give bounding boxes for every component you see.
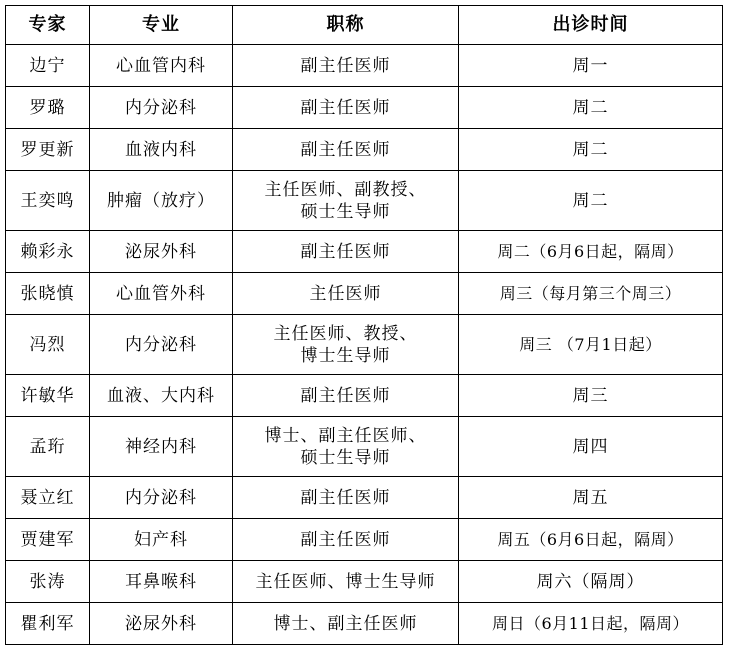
table-row (6, 519, 723, 561)
table-row (6, 231, 723, 273)
header-row (6, 6, 723, 45)
title-line: 副主任医师 (300, 139, 391, 160)
table-row (6, 417, 723, 477)
title-line: 副主任医师 (300, 241, 391, 262)
title-line: 硕士生导师 (300, 201, 391, 222)
schedule-table (5, 5, 723, 645)
table-row (6, 273, 723, 315)
title-line: 副主任医师 (300, 55, 391, 76)
title-cell (233, 87, 459, 129)
title-cell (233, 273, 459, 315)
title-cell (233, 315, 459, 375)
header-specialty: 专业 (90, 6, 233, 45)
title-cell (233, 561, 459, 603)
title-cell (233, 375, 459, 417)
expert-name-cell: 许敏华 (6, 375, 90, 417)
expert-name-cell: 王奕鸣 (6, 171, 90, 231)
schedule-cell: 周三 （7月1日起） (459, 315, 723, 375)
schedule-cell: 周日（6月11日起，隔周） (459, 603, 723, 645)
title-line: 主任医师、博士生导师 (255, 571, 436, 592)
table-row (6, 477, 723, 519)
title-line: 主任医师、教授、 (273, 323, 418, 344)
expert-name-cell: 张涛 (6, 561, 90, 603)
table-row (6, 87, 723, 129)
table-row (6, 375, 723, 417)
schedule-cell: 周三（每月第三个周三） (459, 273, 723, 315)
schedule-cell: 周一 (459, 45, 723, 87)
expert-name-cell: 贾建军 (6, 519, 90, 561)
title-cell (233, 45, 459, 87)
title-line: 博士、副主任医师 (273, 613, 418, 634)
table-body (6, 45, 723, 645)
table-row (6, 561, 723, 603)
title-line: 副主任医师 (300, 487, 391, 508)
table-row (6, 603, 723, 645)
expert-name-cell: 冯烈 (6, 315, 90, 375)
expert-name-cell: 罗更新 (6, 129, 90, 171)
header-title: 职称 (233, 6, 459, 45)
schedule-cell: 周三 (459, 375, 723, 417)
specialty-cell: 神经内科 (90, 417, 233, 477)
title-line: 硕士生导师 (300, 447, 391, 468)
header-schedule: 出诊时间 (459, 6, 723, 45)
expert-name-cell: 瞿利军 (6, 603, 90, 645)
schedule-cell: 周二 (459, 129, 723, 171)
title-cell (233, 231, 459, 273)
specialty-cell: 肿瘤（放疗） (90, 171, 233, 231)
title-line: 副主任医师 (300, 385, 391, 406)
title-line: 主任医师、副教授、 (264, 179, 427, 200)
specialty-cell: 泌尿外科 (90, 231, 233, 273)
specialty-cell: 血液内科 (90, 129, 233, 171)
specialty-cell: 心血管外科 (90, 273, 233, 315)
schedule-table-container (5, 5, 723, 645)
schedule-cell: 周四 (459, 417, 723, 477)
specialty-cell: 内分泌科 (90, 315, 233, 375)
schedule-cell: 周六（隔周） (459, 561, 723, 603)
specialty-cell: 内分泌科 (90, 477, 233, 519)
specialty-cell: 妇产科 (90, 519, 233, 561)
specialty-cell: 泌尿外科 (90, 603, 233, 645)
title-cell (233, 171, 459, 231)
title-cell (233, 519, 459, 561)
table-row (6, 315, 723, 375)
table-row (6, 45, 723, 87)
specialty-cell: 血液、大内科 (90, 375, 233, 417)
title-line: 博士生导师 (300, 345, 391, 366)
expert-name-cell: 聂立红 (6, 477, 90, 519)
schedule-cell: 周五（6月6日起，隔周） (459, 519, 723, 561)
schedule-cell: 周二（6月6日起，隔周） (459, 231, 723, 273)
specialty-cell: 内分泌科 (90, 87, 233, 129)
schedule-cell: 周二 (459, 171, 723, 231)
expert-name-cell: 罗璐 (6, 87, 90, 129)
title-line: 副主任医师 (300, 97, 391, 118)
expert-name-cell: 边宁 (6, 45, 90, 87)
title-cell (233, 603, 459, 645)
table-row (6, 171, 723, 231)
specialty-cell: 心血管内科 (90, 45, 233, 87)
expert-name-cell: 赖彩永 (6, 231, 90, 273)
table-row (6, 129, 723, 171)
header-expert: 专家 (6, 6, 90, 45)
title-line: 主任医师 (309, 283, 382, 304)
title-cell (233, 417, 459, 477)
expert-name-cell: 孟珩 (6, 417, 90, 477)
title-line: 博士、副主任医师、 (264, 425, 427, 446)
schedule-cell: 周二 (459, 87, 723, 129)
schedule-cell: 周五 (459, 477, 723, 519)
specialty-cell: 耳鼻喉科 (90, 561, 233, 603)
title-line: 副主任医师 (300, 529, 391, 550)
title-cell (233, 477, 459, 519)
expert-name-cell: 张晓慎 (6, 273, 90, 315)
title-cell (233, 129, 459, 171)
